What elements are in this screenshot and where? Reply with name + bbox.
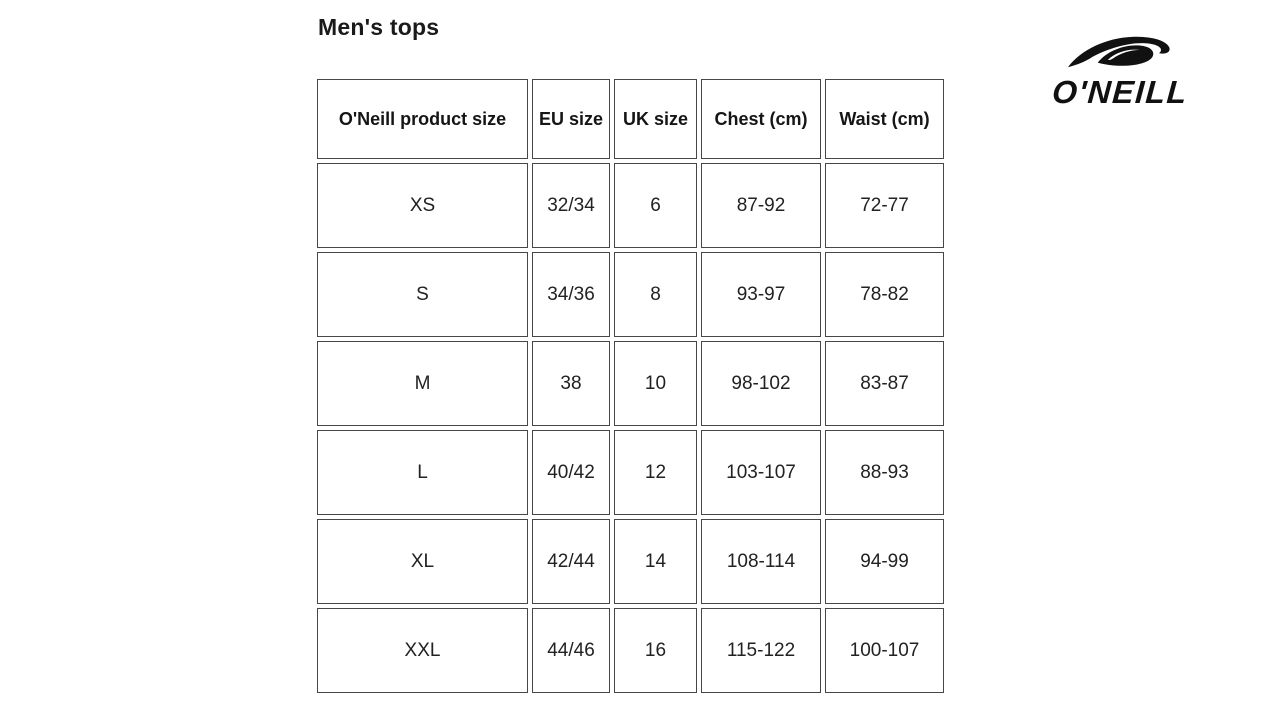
table-cell: XXL [317,608,528,693]
oneill-wave-icon [1064,34,1176,74]
table-cell: 103-107 [701,430,821,515]
table-row [317,430,944,515]
table-cell: 34/36 [532,252,610,337]
table-cell: 42/44 [532,519,610,604]
column-header: EU size [532,79,610,159]
table-row [317,163,944,248]
table-cell: 98-102 [701,341,821,426]
brand-wordmark: O'NEILL [1051,74,1190,110]
table-cell: 88-93 [825,430,944,515]
header-row [317,79,944,159]
brand-logo [1026,34,1214,111]
table-cell: 12 [614,430,697,515]
column-header: Chest (cm) [701,79,821,159]
table-cell: 40/42 [532,430,610,515]
table-cell: 115-122 [701,608,821,693]
table-cell: 93-97 [701,252,821,337]
table-cell: S [317,252,528,337]
table-cell: XL [317,519,528,604]
table-cell: 8 [614,252,697,337]
table-cell: M [317,341,528,426]
table-row [317,519,944,604]
table-cell: 72-77 [825,163,944,248]
size-chart-table [313,75,948,697]
size-chart-body [317,163,944,693]
page-title: Men's tops [318,14,440,40]
table-cell: 10 [614,341,697,426]
column-header: Waist (cm) [825,79,944,159]
table-cell: 108-114 [701,519,821,604]
table-cell: 32/34 [532,163,610,248]
column-header: UK size [614,79,697,159]
table-cell: XS [317,163,528,248]
table-cell: 44/46 [532,608,610,693]
table-cell: 94-99 [825,519,944,604]
table-cell: 78-82 [825,252,944,337]
table-cell: L [317,430,528,515]
table-row [317,252,944,337]
table-cell: 16 [614,608,697,693]
table-row [317,608,944,693]
table-cell: 100-107 [825,608,944,693]
column-header: O'Neill product size [317,79,528,159]
table-cell: 87-92 [701,163,821,248]
table-cell: 38 [532,341,610,426]
table-row [317,341,944,426]
table-cell: 14 [614,519,697,604]
table-cell: 83-87 [825,341,944,426]
table-cell: 6 [614,163,697,248]
